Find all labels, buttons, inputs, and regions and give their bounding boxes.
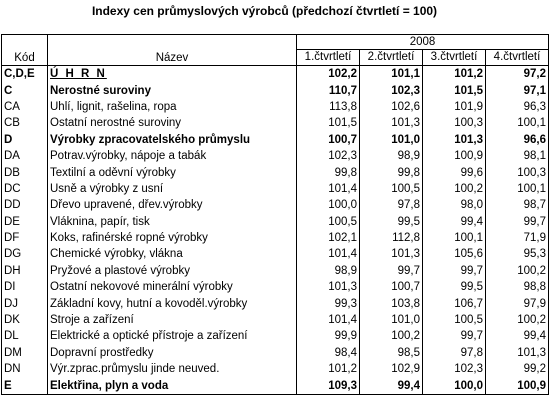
row-value-q1: 101,2	[297, 361, 360, 377]
row-value-q2: 102,3	[360, 82, 423, 98]
row-value-q1: 102,2	[297, 66, 360, 83]
page-title: Indexy cen průmyslových výrobců (předchozí čtvrtletí = 100)	[91, 4, 438, 18]
row-code: DH	[2, 263, 48, 279]
row-code: DD	[2, 197, 48, 213]
table-row	[2, 164, 549, 180]
row-value-q4: 97,2	[486, 66, 549, 83]
table-row	[2, 230, 549, 246]
table-row	[2, 214, 549, 230]
header-quarter-4: 4.čtvrtletí	[486, 50, 549, 66]
row-value-q2: 112,8	[360, 230, 423, 246]
row-value-q2: 100,7	[360, 279, 423, 295]
table-row	[2, 279, 549, 295]
row-value-q2: 100,2	[360, 328, 423, 344]
row-code: DF	[2, 230, 48, 246]
row-value-q4: 100,2	[486, 263, 549, 279]
row-name: Pryžové a plastové výrobky	[48, 263, 297, 279]
row-value-q2: 99,4	[360, 377, 423, 394]
row-value-q4: 100,9	[486, 377, 549, 394]
row-value-q1: 110,7	[297, 82, 360, 98]
row-value-q2: 101,1	[360, 66, 423, 83]
row-code: DE	[2, 214, 48, 230]
row-value-q4: 97,9	[486, 295, 549, 311]
row-code: DB	[2, 164, 48, 180]
row-value-q3: 100,2	[423, 181, 486, 197]
row-code: E	[2, 377, 48, 394]
header-name: Název	[48, 35, 297, 66]
row-code: DK	[2, 312, 48, 328]
row-name	[48, 66, 297, 83]
row-value-q3: 105,6	[423, 246, 486, 262]
row-value-q4: 71,9	[486, 230, 549, 246]
table-body	[2, 66, 549, 395]
row-name: Elektřina, plyn a voda	[48, 377, 297, 394]
table-row	[2, 82, 549, 98]
table-row	[2, 246, 549, 262]
row-value-q3: 101,9	[423, 99, 486, 115]
row-value-q2: 99,7	[360, 263, 423, 279]
row-value-q4: 99,7	[486, 214, 549, 230]
row-value-q1: 101,3	[297, 279, 360, 295]
row-value-q1: 101,5	[297, 115, 360, 131]
row-value-q2: 99,8	[360, 164, 423, 180]
row-value-q3: 102,3	[423, 361, 486, 377]
row-name: Dopravní prostředky	[48, 345, 297, 361]
row-name-text: Ú H R N	[50, 68, 107, 81]
row-value-q1: 109,3	[297, 377, 360, 394]
row-value-q1: 113,8	[297, 99, 360, 115]
row-value-q2: 102,6	[360, 99, 423, 115]
row-value-q3: 100,5	[423, 312, 486, 328]
row-value-q1: 102,1	[297, 230, 360, 246]
row-value-q4: 97,1	[486, 82, 549, 98]
row-value-q4: 98,8	[486, 279, 549, 295]
row-name: Dřevo upravené, dřev.výrobky	[48, 197, 297, 213]
row-value-q1: 99,8	[297, 164, 360, 180]
row-value-q3: 100,1	[423, 230, 486, 246]
row-value-q4: 95,3	[486, 246, 549, 262]
row-name: Výrobky zpracovatelského průmyslu	[48, 132, 297, 148]
row-value-q1: 99,9	[297, 328, 360, 344]
row-value-q1: 100,7	[297, 132, 360, 148]
row-name: Výr.zprac.průmyslu jinde neuved.	[48, 361, 297, 377]
header-quarter-2: 2.čtvrtletí	[360, 50, 423, 66]
row-value-q3: 98,0	[423, 197, 486, 213]
table-row	[2, 361, 549, 377]
row-value-q2: 99,5	[360, 214, 423, 230]
row-value-q1: 101,4	[297, 312, 360, 328]
table-row	[2, 115, 549, 131]
row-value-q4: 98,1	[486, 148, 549, 164]
row-value-q2: 98,5	[360, 345, 423, 361]
row-value-q2: 103,8	[360, 295, 423, 311]
row-value-q1: 100,0	[297, 197, 360, 213]
table-row	[2, 345, 549, 361]
row-code: DC	[2, 181, 48, 197]
table-row	[2, 148, 549, 164]
row-name: Usně a výrobky z usní	[48, 181, 297, 197]
row-code: C	[2, 82, 48, 98]
row-code: CA	[2, 99, 48, 115]
row-value-q1: 101,4	[297, 181, 360, 197]
row-value-q3: 100,3	[423, 115, 486, 131]
row-value-q1: 100,5	[297, 214, 360, 230]
table-row	[2, 295, 549, 311]
row-value-q3: 97,8	[423, 345, 486, 361]
row-value-q2: 101,0	[360, 312, 423, 328]
row-value-q4: 100,1	[486, 115, 549, 131]
row-value-q3: 101,3	[423, 132, 486, 148]
row-value-q2: 100,5	[360, 181, 423, 197]
row-value-q2: 101,0	[360, 132, 423, 148]
row-value-q2: 98,9	[360, 148, 423, 164]
row-value-q2: 101,3	[360, 115, 423, 131]
row-value-q1: 102,3	[297, 148, 360, 164]
row-value-q3: 101,2	[423, 66, 486, 83]
row-name: Stroje a zařízení	[48, 312, 297, 328]
row-code: DA	[2, 148, 48, 164]
row-value-q1: 101,4	[297, 246, 360, 262]
row-value-q4: 100,1	[486, 181, 549, 197]
table-row	[2, 132, 549, 148]
row-value-q1: 99,3	[297, 295, 360, 311]
row-code: D	[2, 132, 48, 148]
row-value-q4: 96,3	[486, 99, 549, 115]
row-name: Koks, rafinérské ropné výrobky	[48, 230, 297, 246]
row-value-q3: 100,9	[423, 148, 486, 164]
header-quarter-1: 1.čtvrtletí	[297, 50, 360, 66]
table-row	[2, 263, 549, 279]
row-value-q3: 99,7	[423, 328, 486, 344]
table-row	[2, 66, 549, 83]
row-code: DM	[2, 345, 48, 361]
row-name: Elektrické a optické přístroje a zařízení	[48, 328, 297, 344]
row-name: Ostatní nerostné suroviny	[48, 115, 297, 131]
table-row	[2, 328, 549, 344]
row-name: Nerostné suroviny	[48, 82, 297, 98]
row-value-q2: 97,8	[360, 197, 423, 213]
row-code: DI	[2, 279, 48, 295]
table-row	[2, 197, 549, 213]
row-value-q4: 101,3	[486, 345, 549, 361]
row-name: Uhlí, lignit, rašelina, ropa	[48, 99, 297, 115]
row-name: Základní kovy, hutní a kovoděl.výrobky	[48, 295, 297, 311]
row-value-q4: 99,2	[486, 361, 549, 377]
row-code: C,D,E	[2, 66, 48, 83]
row-code: DL	[2, 328, 48, 344]
header-quarter-3: 3.čtvrtletí	[423, 50, 486, 66]
row-value-q4: 99,4	[486, 328, 549, 344]
row-name: Vláknina, papír, tisk	[48, 214, 297, 230]
row-value-q3: 99,6	[423, 164, 486, 180]
row-value-q4: 100,3	[486, 164, 549, 180]
row-value-q3: 100,0	[423, 377, 486, 394]
row-code: DJ	[2, 295, 48, 311]
row-value-q3: 106,7	[423, 295, 486, 311]
row-value-q4: 98,7	[486, 197, 549, 213]
row-code: DG	[2, 246, 48, 262]
row-value-q3: 99,5	[423, 279, 486, 295]
row-value-q1: 98,4	[297, 345, 360, 361]
row-value-q4: 96,6	[486, 132, 549, 148]
row-value-q1: 98,9	[297, 263, 360, 279]
row-value-q4: 100,2	[486, 312, 549, 328]
row-value-q3: 99,4	[423, 214, 486, 230]
table-row	[2, 99, 549, 115]
row-name: Textilní a oděvní výrobky	[48, 164, 297, 180]
row-name: Ostatní nekovové minerální výrobky	[48, 279, 297, 295]
header-code: Kód	[2, 35, 48, 66]
table-row	[2, 312, 549, 328]
price-index-table	[1, 34, 549, 395]
row-value-q3: 101,5	[423, 82, 486, 98]
row-value-q2: 101,3	[360, 246, 423, 262]
header-year: 2008	[297, 35, 549, 50]
row-name: Potrav.výrobky, nápoje a tabák	[48, 148, 297, 164]
table-row	[2, 181, 549, 197]
table-row	[2, 377, 549, 394]
row-value-q3: 99,7	[423, 263, 486, 279]
row-code: DN	[2, 361, 48, 377]
row-name: Chemické výrobky, vlákna	[48, 246, 297, 262]
row-value-q2: 102,9	[360, 361, 423, 377]
row-code: CB	[2, 115, 48, 131]
